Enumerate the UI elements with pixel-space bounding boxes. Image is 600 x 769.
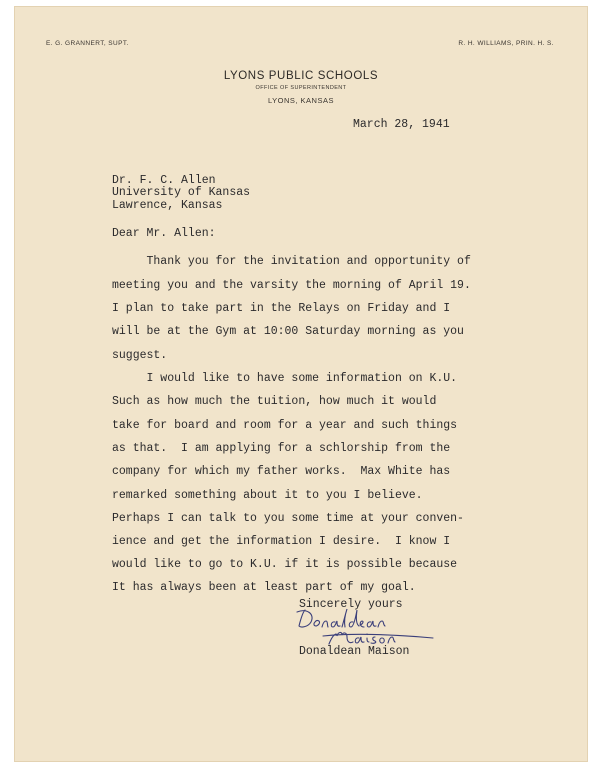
body-line: remarked something about it to you I believe.	[112, 489, 423, 502]
salutation: Dear Mr. Allen:	[112, 227, 216, 240]
principal-name: R. H. WILLIAMS, PRIN. H. S.	[458, 40, 554, 47]
body-line: ience and get the information I desire. I know I	[112, 535, 451, 548]
letter-page	[14, 6, 588, 762]
body-line: company for which my father works. Max White has	[112, 465, 451, 478]
body-line: I would like to have some information on K.U.	[112, 372, 458, 385]
handwritten-signature	[293, 606, 453, 648]
superintendent-name: E. G. GRANNERT, SUPT.	[46, 40, 129, 47]
recipient-city: Lawrence, Kansas	[112, 199, 223, 212]
school-name: LYONS PUBLIC SCHOOLS	[223, 70, 379, 82]
typed-signer-name: Donaldean Maison	[299, 645, 410, 658]
body-line: as that. I am applying for a schlorship from the	[112, 442, 451, 455]
body-line: Perhaps I can talk to you some time at your conven-	[112, 512, 464, 525]
body-line: will be at the Gym at 10:00 Saturday morning as you	[112, 325, 464, 338]
body-line: Such as how much the tuition, how much it would	[112, 395, 437, 408]
body-line: take for board and room for a year and such things	[112, 419, 458, 432]
school-location: LYONS, KANSAS	[268, 96, 334, 105]
office-line: OFFICE OF SUPERINTENDENT	[255, 85, 347, 91]
body-line: I plan to take part in the Relays on Friday and I	[112, 302, 451, 315]
body-line: meeting you and the varsity the morning of April 19.	[112, 279, 471, 292]
body-line: suggest.	[112, 349, 168, 362]
body-line: Thank you for the invitation and opportunity of	[112, 255, 471, 268]
body-line: It has always been at least part of my goal.	[112, 581, 416, 594]
closing: Sincerely yours	[299, 598, 403, 611]
recipient-org: University of Kansas	[112, 186, 251, 199]
recipient-name: Dr. F. C. Allen	[112, 174, 216, 187]
body-line: would like to go to K.U. if it is possible because	[112, 558, 458, 571]
letter-date: March 28, 1941	[353, 118, 450, 131]
